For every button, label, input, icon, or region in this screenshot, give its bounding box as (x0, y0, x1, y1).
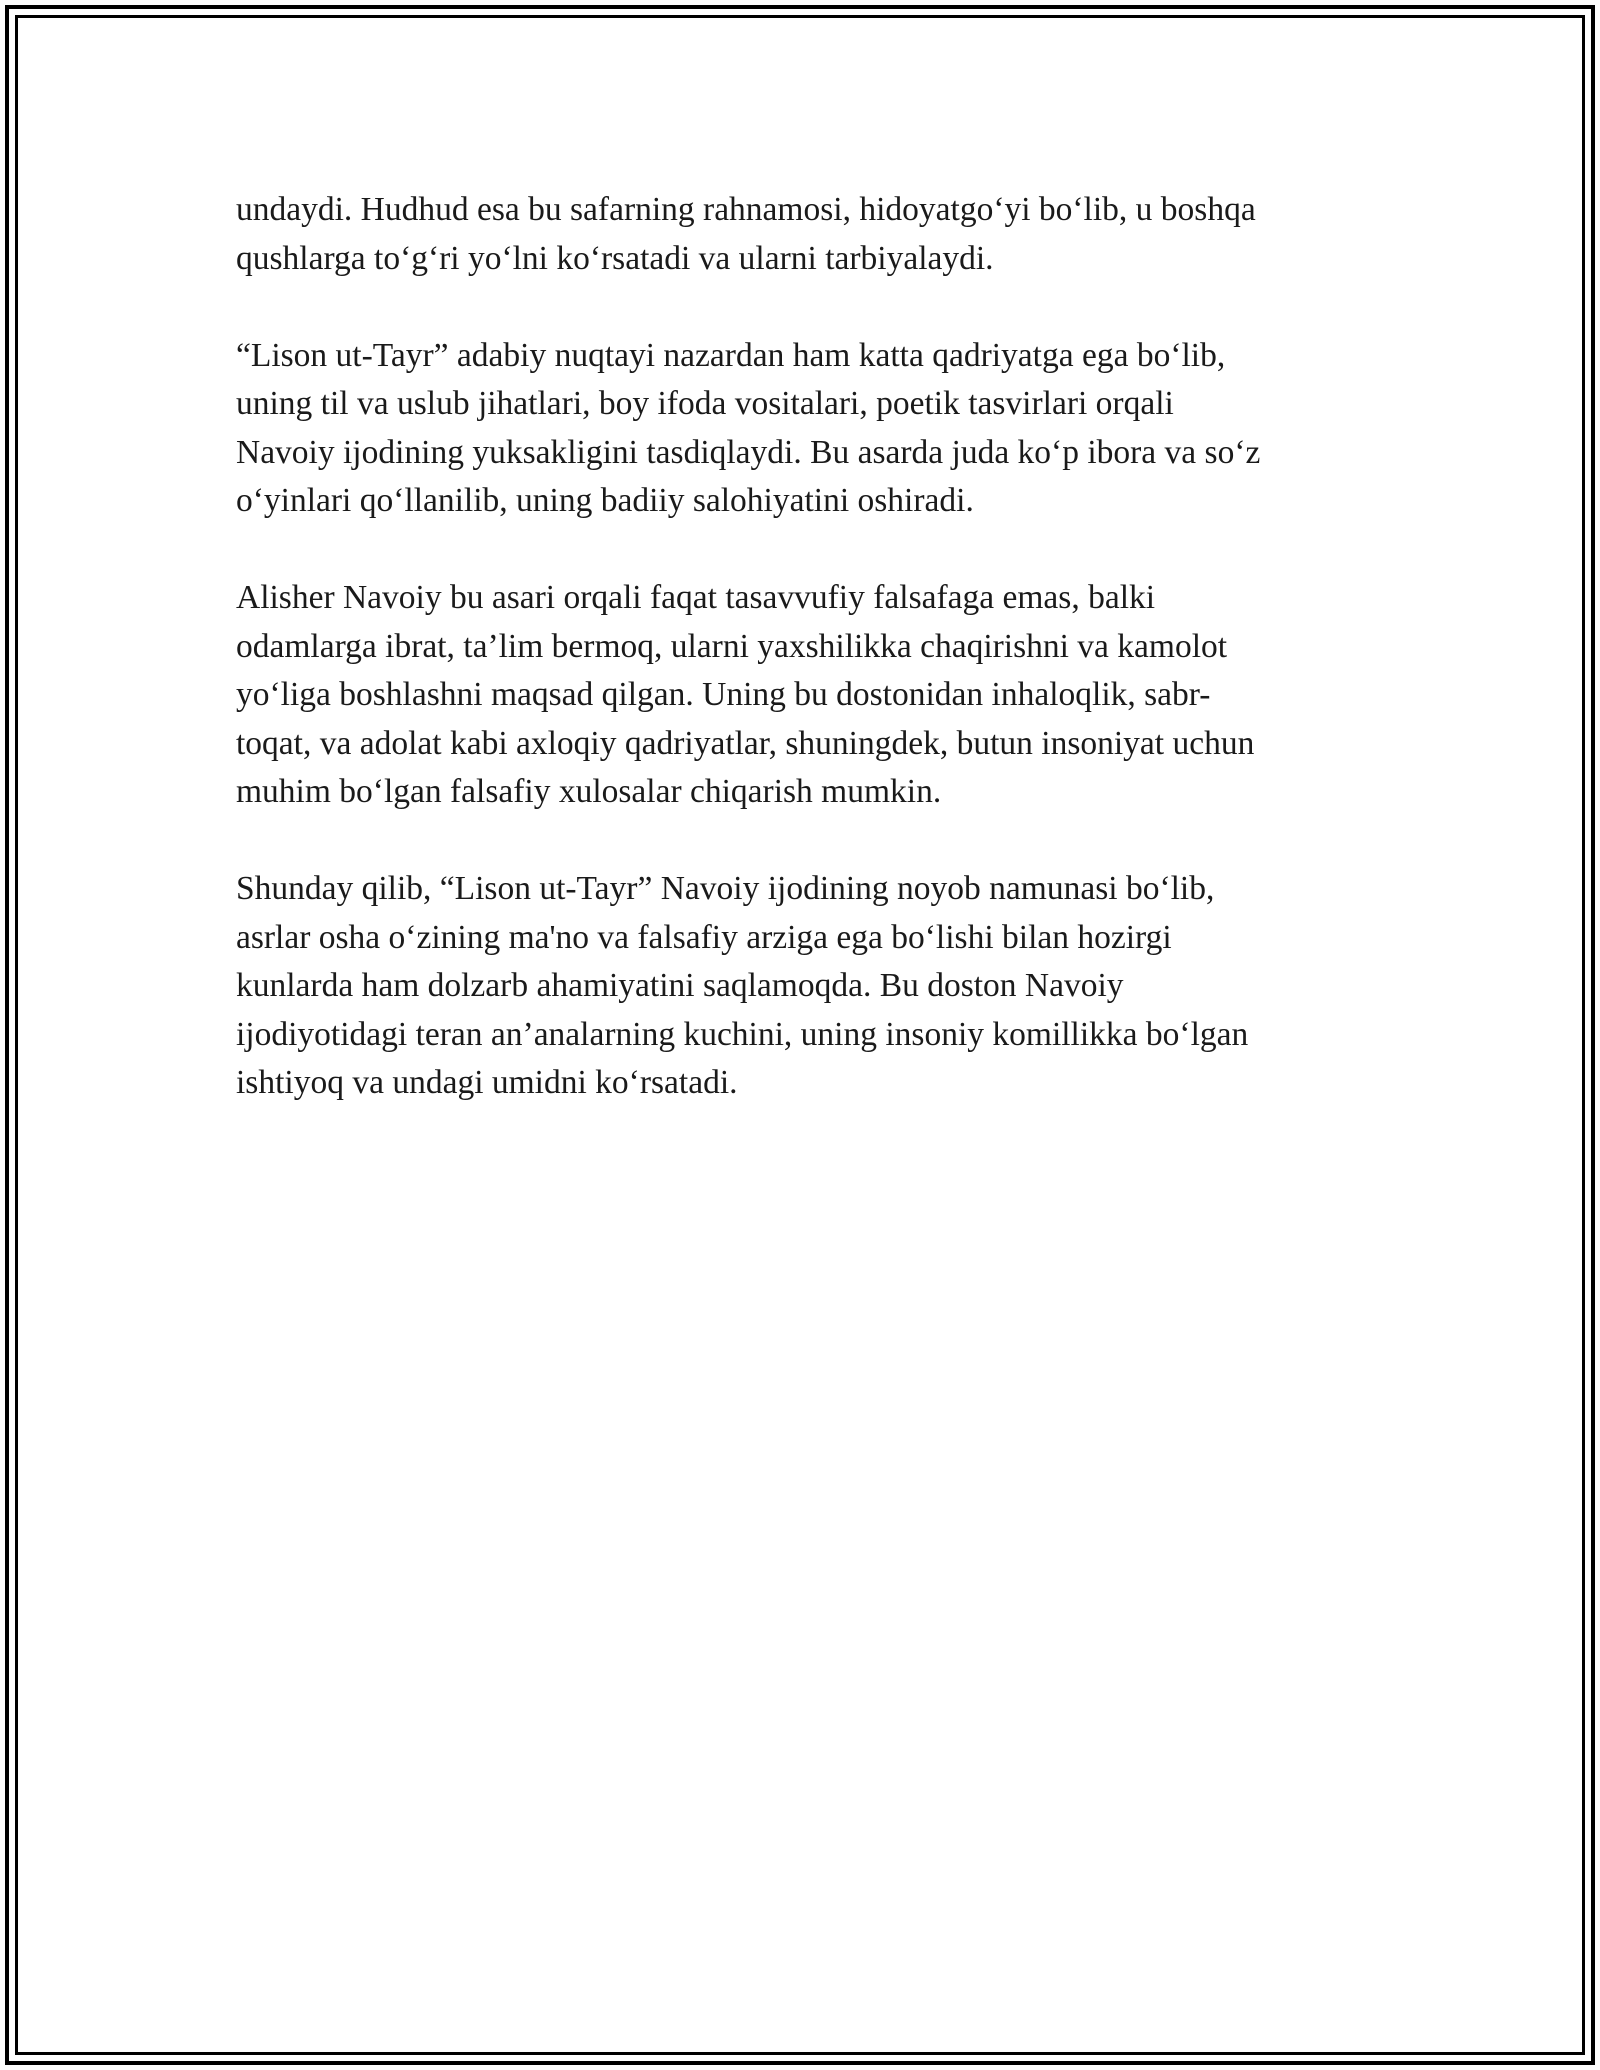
document-body (236, 186, 1370, 1156)
text-line: ijodiyotidagi teran an’analarning kuchini, uning insoniy komillikka bo‘lgan (236, 1015, 1249, 1053)
paragraph-1 (236, 186, 1370, 283)
text-line: uning til va uslub jihatlari, boy ifoda vositalari, poetik tasvirlari orqali (236, 385, 1174, 422)
text-line: Navoiy ijodining yuksakligini tasdiqlaydi. Bu asarda juda ko‘p ibora va so‘z (236, 433, 1261, 471)
text-line: o‘yinlari qo‘llanilib, uning badiiy salohiyatini oshiradi. (236, 482, 974, 519)
text-line: Alisher Navoiy bu asari orqali faqat tasavvufiy falsafaga emas, balki (236, 579, 1156, 616)
text-line: yo‘liga boshlashni maqsad qilgan. Uning bu dostonidan inhaloqlik, sabr- (236, 676, 1211, 713)
text-line: toqat, va adolat kabi axloqiy qadriyatlar, shuningdek, butun insoniyat uchun (236, 724, 1255, 762)
text-line: odamlarga ibrat, ta’lim bermoq, ularni yaxshilikka chaqirishni va kamolot (236, 627, 1228, 665)
text-line: qushlarga to‘g‘ri yo‘lni ko‘rsatadi va ularni tarbiyalaydi. (236, 239, 994, 277)
text-line: asrlar osha o‘zining ma'no va falsafiy arziga ega bo‘lishi bilan hozirgi (236, 918, 1172, 956)
text-line: Shunday qilib, “Lison ut-Tayr” Navoiy ijodining noyob namunasi bo‘lib, (236, 870, 1215, 907)
text-line: kunlarda ham dolzarb ahamiyatini saqlamoqda. Bu doston Navoiy (236, 967, 1124, 1004)
text-line: muhim bo‘lgan falsafiy xulosalar chiqarish mumkin. (236, 773, 942, 810)
paragraph-2 (236, 332, 1370, 526)
text-line: ishtiyoq va undagi umidni ko‘rsatadi. (236, 1064, 738, 1101)
paragraph-4 (236, 865, 1370, 1108)
paragraph-3 (236, 574, 1370, 817)
text-line: “Lison ut-Tayr” adabiy nuqtayi nazardan ham katta qadriyatga ega bo‘lib, (236, 336, 1226, 374)
text-line: undaydi. Hudhud esa bu safarning rahnamosi, hidoyatgo‘yi bo‘lib, u boshqa (236, 191, 1256, 228)
